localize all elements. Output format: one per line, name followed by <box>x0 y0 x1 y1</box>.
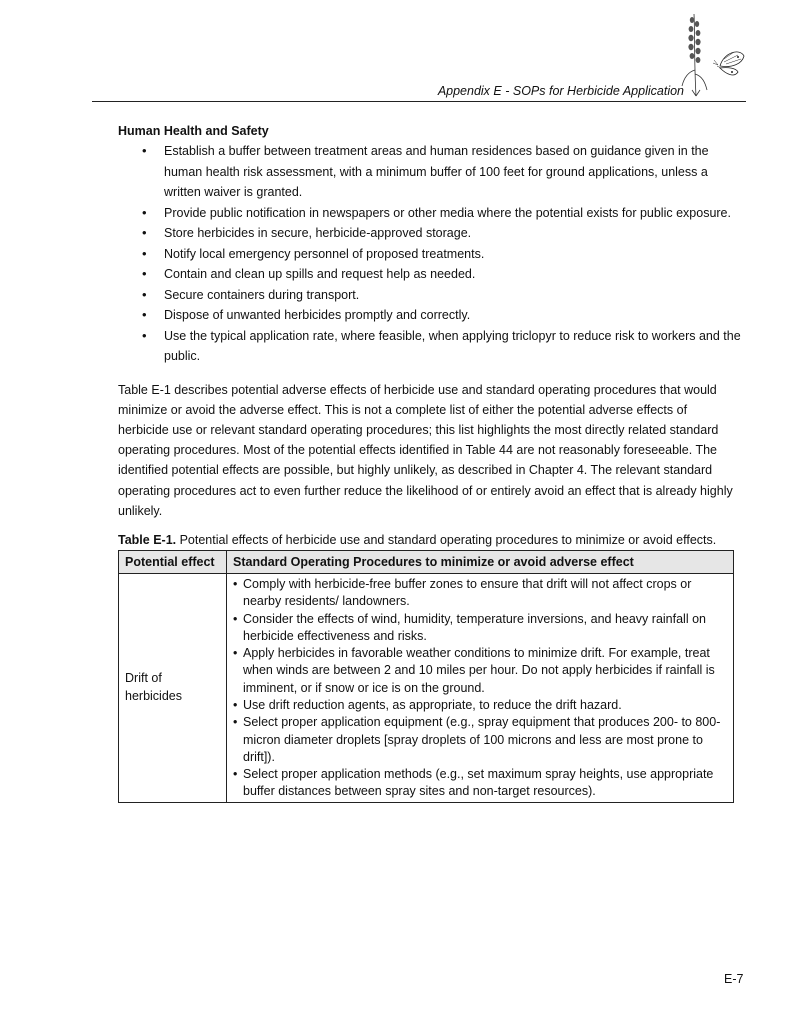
procedure-item: • Comply with herbicide-free buffer zones to ensure that drift will not affect crops or nearby residents/ landowners. <box>233 576 727 611</box>
header-divider <box>92 101 746 102</box>
safety-bullet-list <box>118 141 748 367</box>
bullet-item: • Dispose of unwanted herbicides promptly and correctly. <box>118 305 748 326</box>
procedure-item: • Use drift reduction agents, as appropriate, to reduce the drift hazard. <box>233 697 727 714</box>
table-row <box>119 573 734 802</box>
bullet-item: • Store herbicides in secure, herbicide-approved storage. <box>118 223 748 244</box>
plant-butterfly-logo-icon <box>680 10 748 100</box>
procedure-item: • Apply herbicides in favorable weather conditions to minimize drift. For example, treat when winds are between 2 and 10 miles per hour. Do not apply herbicides if rainfall is imminent, or if snow or ice is on the ground. <box>233 645 727 697</box>
column-header-procedures: Standard Operating Procedures to minimize or avoid adverse effect <box>227 550 734 573</box>
table-caption-label: Table E-1. <box>118 532 177 547</box>
bullet-item: • Establish a buffer between treatment areas and human residences based on guidance given in the human health risk assessment, with a minimum buffer of 100 feet for ground applications, unless a written waiver is granted. <box>118 141 748 203</box>
effect-cell: Drift of herbicides <box>119 573 227 802</box>
procedure-item: • Select proper application methods (e.g., set maximum spray heights, use appropriate buffer distances between spray sites and non-target resources). <box>233 766 727 801</box>
procedure-item: • Consider the effects of wind, humidity, temperature inversions, and heavy rainfall on herbicide effectiveness and risks. <box>233 611 727 646</box>
page-content <box>118 123 748 803</box>
column-header-potential-effect: Potential effect <box>119 550 227 573</box>
table-caption-text: Potential effects of herbicide use and standard operating procedures to minimize or avoid effects. <box>176 532 717 547</box>
procedure-item: • Select proper application equipment (e.g., spray equipment that produces 200- to 800-micron diameter droplets [spray droplets of 100 microns and less are most prone to drift]). <box>233 714 727 766</box>
page-number: E-7 <box>724 972 744 986</box>
bullet-item: • Use the typical application rate, where feasible, when applying triclopyr to reduce risk to workers and the public. <box>118 326 748 367</box>
bullet-item: • Provide public notification in newspapers or other media where the potential exists for public exposure. <box>118 203 748 224</box>
bullet-item: • Notify local emergency personnel of proposed treatments. <box>118 244 748 265</box>
section-heading: Human Health and Safety <box>118 124 269 138</box>
effects-table <box>118 550 734 803</box>
page-header-title: Appendix E - SOPs for Herbicide Application <box>437 84 684 98</box>
bullet-item: • Secure containers during transport. <box>118 285 748 306</box>
table-header-row <box>119 550 734 573</box>
table-caption <box>118 533 748 548</box>
procedures-cell <box>227 573 734 802</box>
bullet-item: • Contain and clean up spills and request help as needed. <box>118 264 748 285</box>
body-paragraph: Table E-1 describes potential adverse effects of herbicide use and standard operating procedures that would minimize or avoid the adverse effect. This is not a complete list of either the potential adverse effects of herbicide use or relevant standard operating procedures; this list highlights the most directly related standard operating procedures. Most of the potential effects identified in Table 44 are not reasonably foreseeable. The identified potential effects are possible, but highly unlikely, as described in Chapter 4. The relevant standard operating procedures act to even further reduce the likelihood of or entirely avoid an effect that is already highly unlikely. <box>118 382 733 518</box>
